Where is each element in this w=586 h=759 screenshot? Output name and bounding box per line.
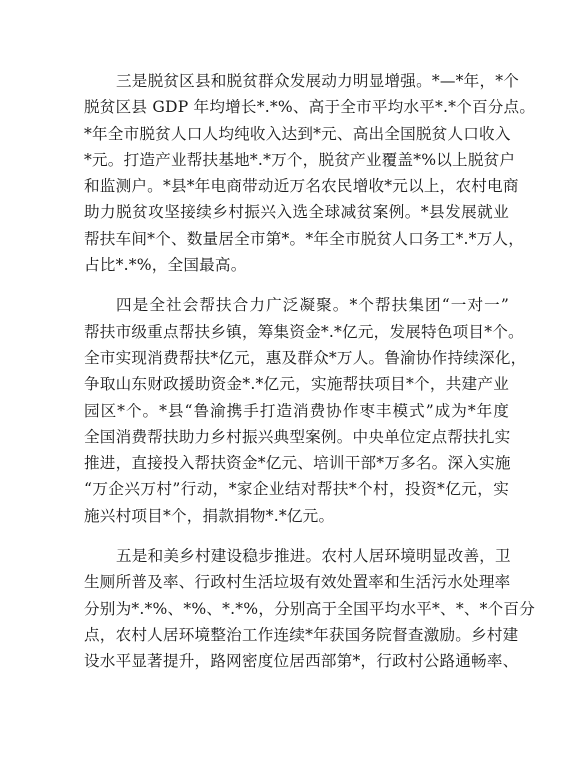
text-line: 帮扶市级重点帮扶乡镇，筹集资金*.*亿元，发展特色项目*个。 (84, 322, 524, 341)
text-line: 和监测户。*县*年电商带动近万名农民增收*元以上，农村电商 (84, 177, 519, 196)
text-line: 生厕所普及率、行政村生活垃圾有效处置率和生活污水处理率 (84, 573, 511, 592)
text-line: *年全市脱贫人口人均纯收入达到*元、高出全国脱贫人口收入 (84, 124, 511, 143)
paragraph-social-assistance (84, 292, 527, 529)
text-line: 点，农村人居环境整治工作连续*年获国务院督查激励。乡村建 (84, 625, 519, 644)
text-line: 五是和美乡村建设稳步推进。农村人居环境明显改善，卫 (116, 547, 511, 566)
text-line: 帮扶车间*个、数量居全市第*。*年全市脱贫人口务工*.*万人， (84, 229, 524, 248)
text-line: 全国消费帮扶助力乡村振兴典型案例。中央单位定点帮扶扎实 (84, 427, 511, 446)
text-line: 脱贫区县 GDP 年均增长*.*%、高于全市平均水平*.*个百分点。 (84, 98, 536, 117)
text-line: 四是全社会帮扶合力广泛凝聚。*个帮扶集团“一对一” (116, 296, 509, 315)
text-line: 争取山东财政援助资金*.*亿元，实施帮扶项目*个，共建产业 (84, 375, 509, 394)
text-line: 园区*个。*县“鲁渝携手打造消费协作枣丰模式”成为*年度 (84, 401, 509, 420)
paragraph-poverty-areas (84, 68, 536, 278)
text-line: 三是脱贫区县和脱贫群众发展动力明显增强。*—*年，*个 (116, 72, 520, 90)
text-line: 施兴村项目*个，捐款捐物*.*亿元。 (84, 506, 335, 525)
text-line: “万企兴万村”行动，*家企业结对帮扶*个村，投资*亿元，实 (84, 480, 509, 499)
document-body (84, 64, 536, 681)
text-line: 助力脱贫攻坚接续乡村振兴入选全球减贫案例。*县发展就业 (84, 203, 509, 222)
text-line: 分别为*.*%、*%、*.*%，分别高于全国平均水平*、*、*个百分 (84, 599, 536, 618)
text-line: 全市实现消费帮扶*亿元，惠及群众*万人。鲁渝协作持续深化， (84, 348, 527, 367)
paragraph-rural-construction (84, 543, 536, 674)
text-line: *元。打造产业帮扶基地*.*万个，脱贫产业覆盖*%以上脱贫户 (84, 150, 516, 169)
text-line: 设水平显著提升，路网密度位居西部第*，行政村公路通畅率、 (84, 652, 519, 671)
text-line: 占比*.*%，全国最高。 (84, 256, 247, 275)
text-line: 推进，直接投入帮扶资金*亿元、培训干部*万多名。深入实施 (84, 454, 511, 473)
